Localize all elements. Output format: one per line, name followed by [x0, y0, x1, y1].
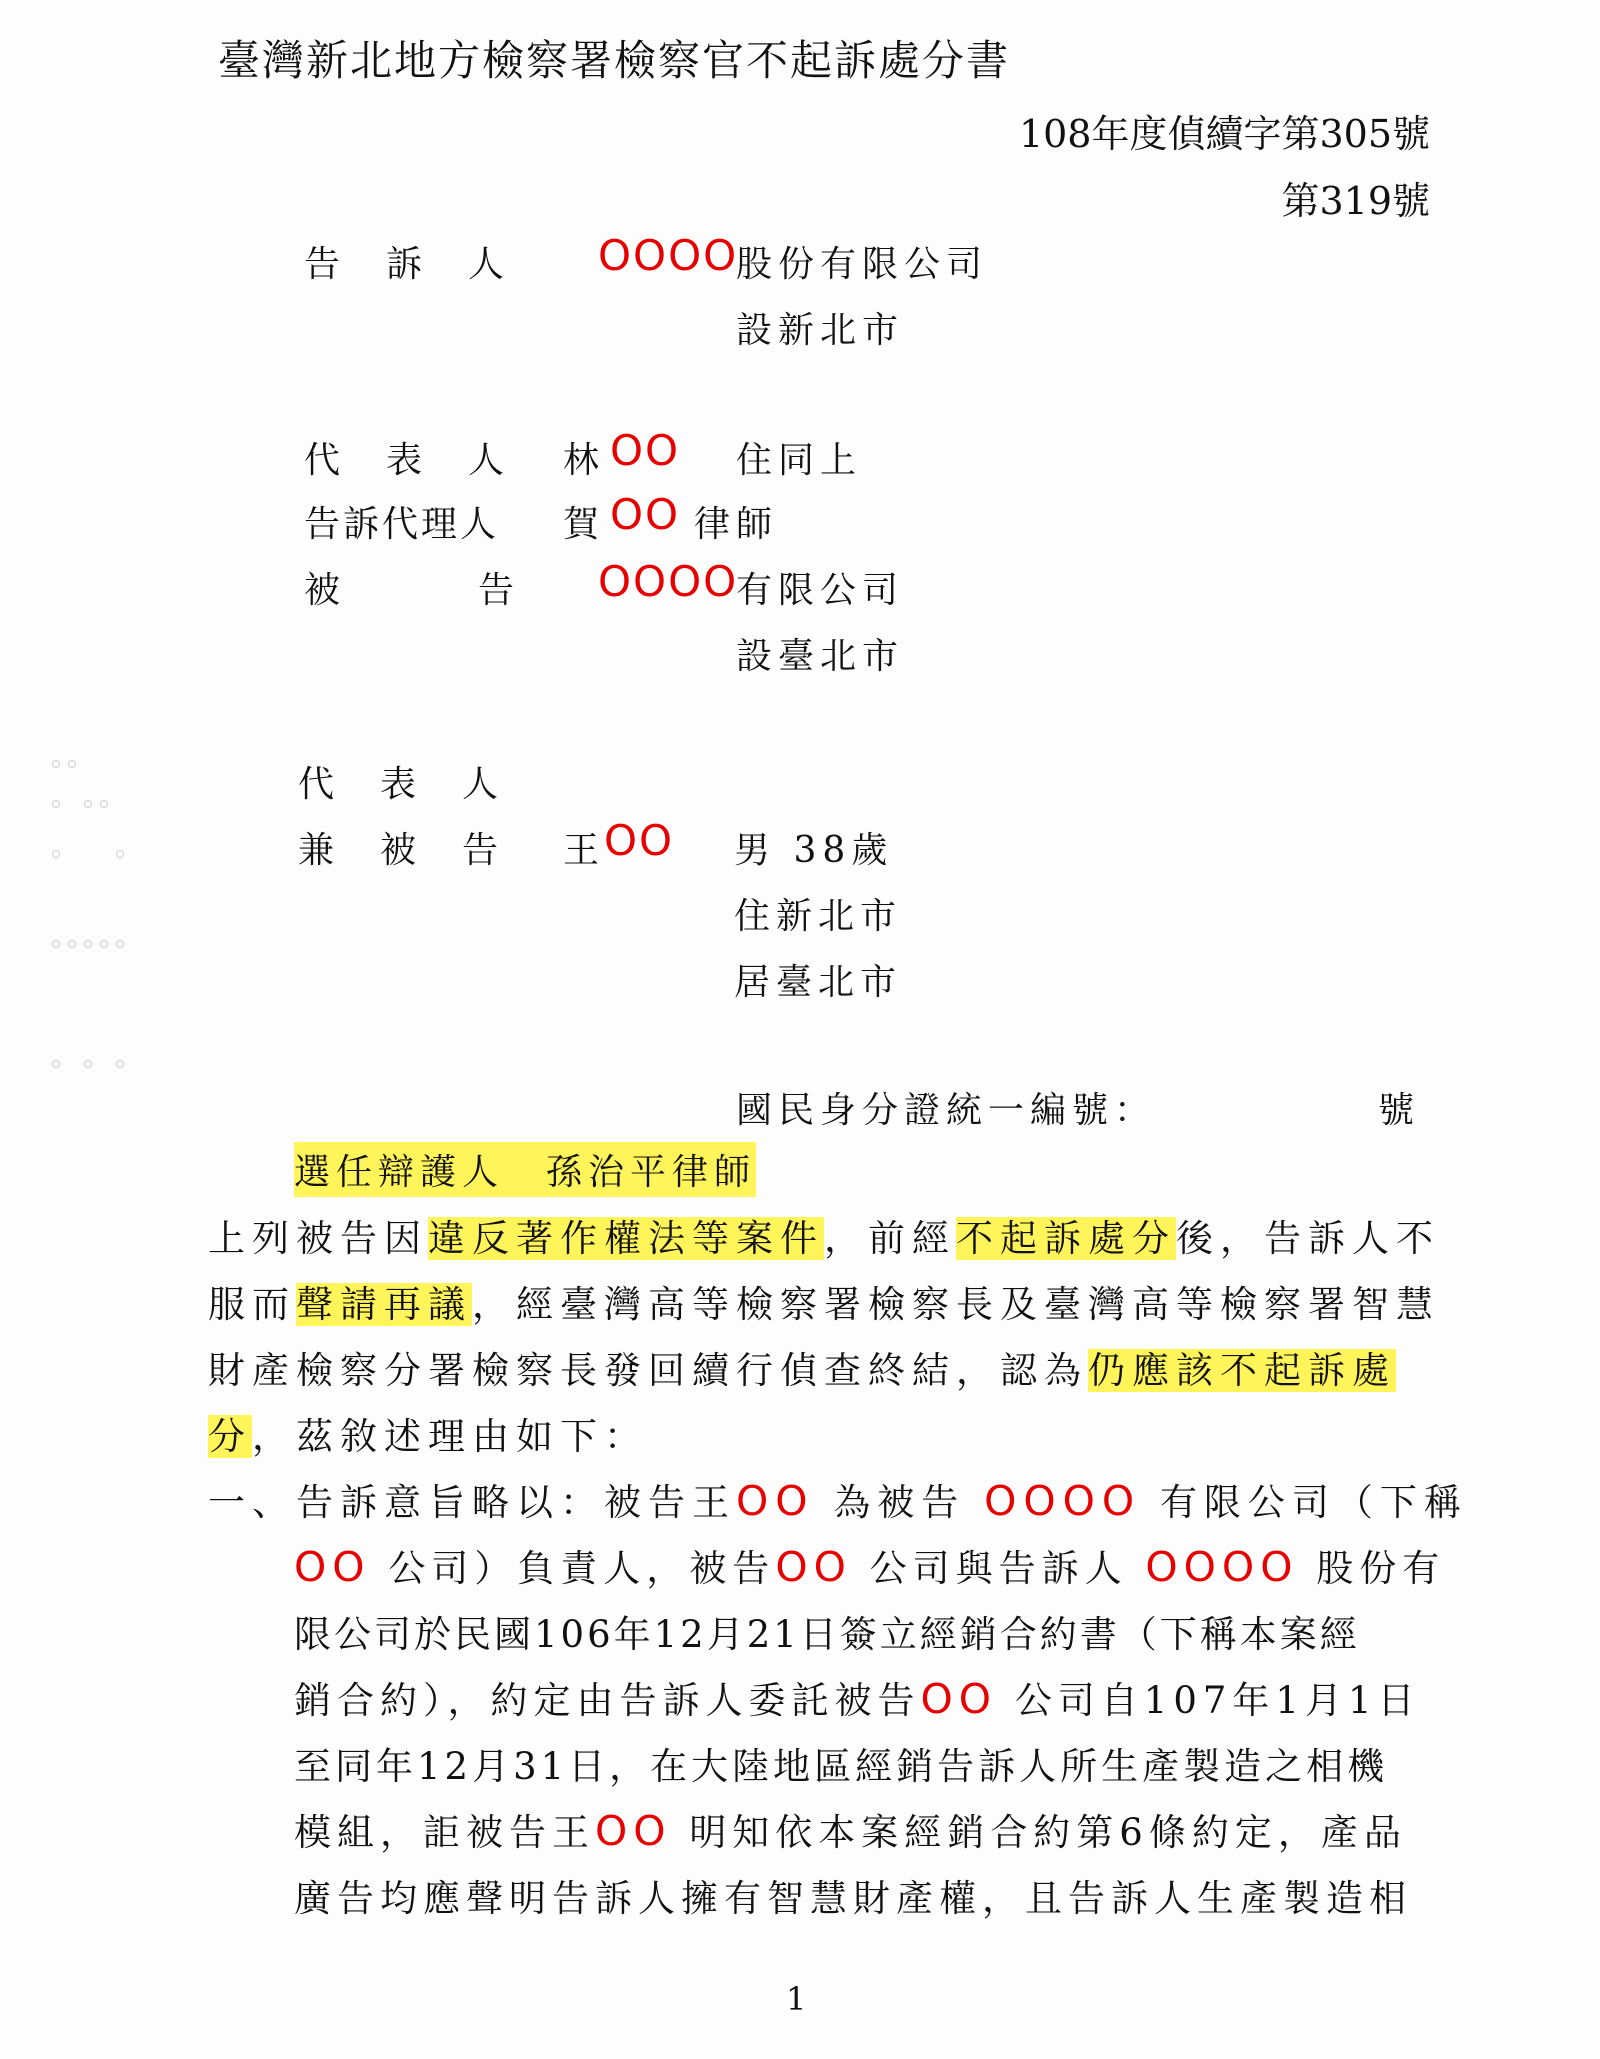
section-1-line-5: 至同年12月31日，在大陸地區經銷告訴人所生產製造之相機 — [294, 1745, 1389, 1788]
co-defendant-dwelling: 居臺北市 — [734, 962, 903, 1003]
body-text: 銷合約），約定由告訴人委託被告 — [294, 1679, 921, 1722]
agent-label: 告訴代理人 — [304, 504, 500, 545]
body-text: 後，告訴人不 — [1176, 1217, 1440, 1260]
body-text: 一、告訴意旨略以：被告王 — [208, 1481, 736, 1524]
complainant-label: 告訴人 — [304, 244, 551, 285]
complainant-name-suffix: 股份有限公司 — [736, 244, 989, 285]
highlight-reconsideration: 聲請再議 — [296, 1283, 472, 1326]
representative-name-redacted: OO — [610, 426, 681, 475]
section-1-line-4 — [294, 1670, 1421, 1724]
defendant-address: 設臺北市 — [736, 636, 905, 677]
body-text: ，前經 — [824, 1217, 956, 1260]
redacted-company: OOOO — [984, 1477, 1142, 1525]
agent-title: 律師 — [694, 504, 779, 545]
redacted-company: OO — [920, 1675, 998, 1723]
body-line-4 — [208, 1406, 648, 1460]
body-line-2 — [208, 1274, 1440, 1328]
page-number: 1 — [786, 1980, 807, 2018]
redacted-company: OO — [775, 1543, 852, 1591]
co-defendant-name-prefix: 王 — [563, 830, 606, 871]
complainant-name-redacted: OOOO — [598, 231, 739, 280]
section-1-line-1 — [208, 1472, 1468, 1526]
agent-name-prefix: 賀 — [563, 504, 606, 545]
redacted-name: OO — [736, 1477, 815, 1525]
body-text: 有限公司（下稱 — [1159, 1481, 1468, 1524]
national-id-label: 國民身分證統一編號： — [736, 1090, 1157, 1131]
highlight-case-type: 違反著作權法等案件 — [428, 1217, 824, 1260]
section-1-line-6 — [294, 1802, 1407, 1856]
body-text: 服而 — [208, 1283, 296, 1326]
redacted-company: OO — [294, 1543, 371, 1591]
body-text: 公司自107年1月1日 — [1014, 1679, 1421, 1722]
highlight-non-prosecution: 不起訴處分 — [956, 1217, 1176, 1260]
national-id-suffix: 號 — [1378, 1090, 1421, 1131]
section-1-line-7: 廣告均應聲明告訴人擁有智慧財產權，且告訴人生產製造相 — [294, 1877, 1412, 1920]
body-text: ，經臺灣高等檢察署檢察長及臺灣高等檢察署智慧 — [472, 1283, 1440, 1326]
agent-name-redacted: OO — [610, 490, 681, 539]
body-text: 明知依本案經銷合約第6條約定，產品 — [689, 1811, 1407, 1854]
body-text: 為被告 — [833, 1481, 966, 1524]
highlight-conclusion-end: 分 — [208, 1415, 252, 1458]
document-title: 臺灣新北地方檢察署檢察官不起訴處分書 — [218, 36, 1011, 85]
redacted-company: OOOO — [1145, 1543, 1299, 1591]
defendant-name-suffix: 有限公司 — [736, 570, 905, 611]
representative-address: 住同上 — [736, 440, 863, 481]
body-text: 公司）負責人，被告 — [388, 1547, 776, 1590]
co-defendant-name-redacted: OO — [604, 816, 675, 865]
section-1-line-3: 限公司於民國106年12月21日簽立經銷合約書（下稱本案經 — [294, 1613, 1360, 1656]
body-line-3 — [208, 1340, 1396, 1394]
body-text: 股份有 — [1316, 1547, 1446, 1590]
co-defendant-gender-age: 男 38歲 — [734, 830, 894, 871]
complainant-address: 設新北市 — [736, 310, 905, 351]
body-text: 模組，詎被告王 — [294, 1811, 595, 1854]
body-text: ，茲敘述理由如下： — [252, 1415, 648, 1458]
body-text: 上列被告因 — [208, 1217, 428, 1260]
redacted-name: OO — [595, 1807, 672, 1855]
highlight-conclusion: 仍應該不起訴處 — [1088, 1349, 1396, 1392]
defendant-label-part2: 告 — [478, 570, 515, 611]
body-text: 財產檢察分署檢察長發回續行偵查終結，認為 — [208, 1349, 1088, 1392]
co-defendant-label: 兼被告 — [298, 830, 545, 871]
defendant-representative-label: 代表人 — [298, 764, 545, 805]
defendant-name-redacted: OOOO — [598, 557, 739, 606]
co-defendant-residence: 住新北市 — [734, 896, 903, 937]
representative-name-prefix: 林 — [563, 440, 606, 481]
section-1-line-2 — [294, 1538, 1445, 1592]
case-number-primary: 108年度偵續字第305號 — [1018, 112, 1430, 156]
defendant-label-part1: 被 — [304, 570, 341, 611]
representative-label: 代表人 — [304, 440, 551, 481]
body-line-1 — [208, 1208, 1440, 1262]
case-number-secondary: 第319號 — [1281, 179, 1430, 223]
defense-counsel: 選任辯護人 孫治平律師 — [294, 1142, 756, 1197]
body-text: 公司與告訴人 — [869, 1547, 1128, 1590]
